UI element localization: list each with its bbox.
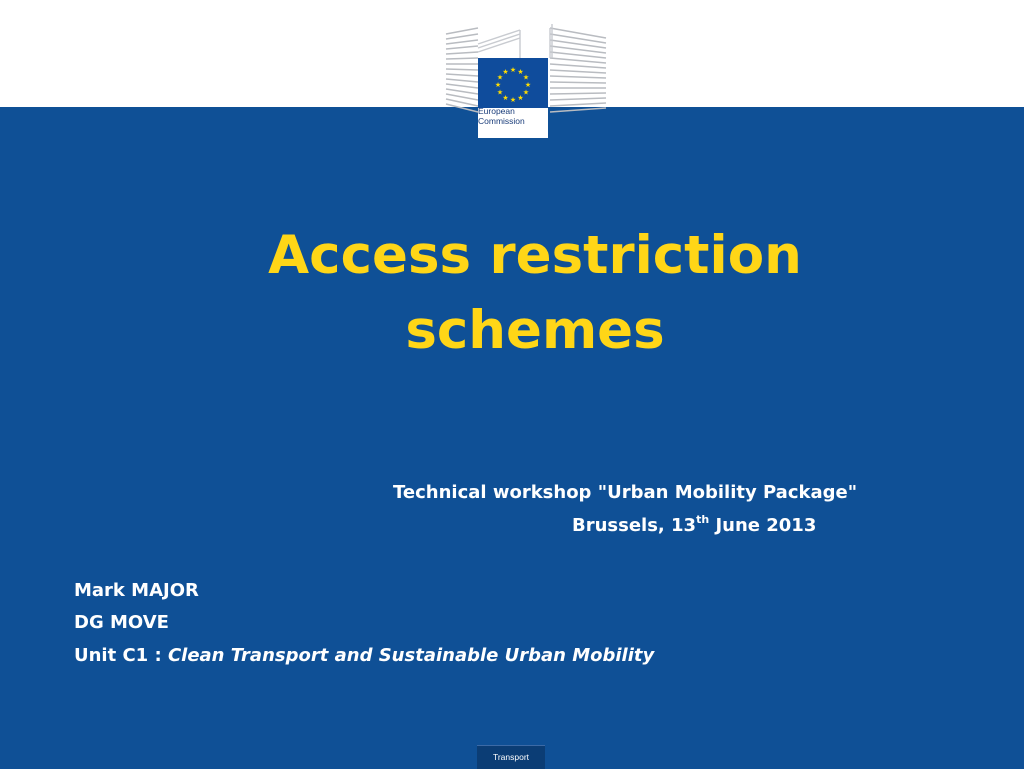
- building-top: [478, 24, 552, 58]
- author-dg: DG MOVE: [74, 612, 169, 633]
- logo-label-line1: European: [478, 106, 515, 116]
- svg-text:★: ★: [496, 73, 504, 82]
- place-date-suffix: June 2013: [709, 515, 817, 536]
- building-lines-left: [446, 28, 478, 112]
- european-commission-logo: [440, 22, 612, 140]
- author-unit-name: Clean Transport and Sustainable Urban Mobility: [167, 645, 655, 666]
- slide-title-line2: schemes: [405, 300, 665, 361]
- svg-text:★: ★: [524, 81, 532, 89]
- slide-title-line1: Access restriction: [268, 225, 802, 286]
- svg-text:★: ★: [509, 96, 517, 104]
- slide-title: [150, 218, 920, 368]
- workshop-name: Technical workshop "Urban Mobility Package": [393, 482, 858, 503]
- svg-text:★: ★: [509, 66, 517, 74]
- place-date-prefix: Brussels, 13: [572, 515, 697, 536]
- svg-text:★: ★: [502, 68, 509, 76]
- svg-text:★: ★: [494, 81, 502, 89]
- logo-label: [478, 106, 548, 126]
- logo-label-line2: Commission: [478, 116, 525, 126]
- footer-tag: Transport: [477, 745, 545, 769]
- author-name: Mark MAJOR: [74, 580, 199, 601]
- svg-text:★: ★: [496, 88, 504, 97]
- author-unit: [74, 645, 654, 667]
- svg-text:★: ★: [502, 94, 509, 102]
- svg-text:★: ★: [517, 94, 524, 102]
- svg-text:★: ★: [522, 88, 530, 97]
- author-unit-prefix: Unit C1 :: [74, 645, 168, 666]
- svg-text:★: ★: [522, 73, 530, 82]
- place-date: [572, 515, 816, 537]
- place-date-ordinal: th: [696, 513, 710, 526]
- building-lines-right: [550, 28, 606, 112]
- svg-text:★: ★: [517, 68, 524, 76]
